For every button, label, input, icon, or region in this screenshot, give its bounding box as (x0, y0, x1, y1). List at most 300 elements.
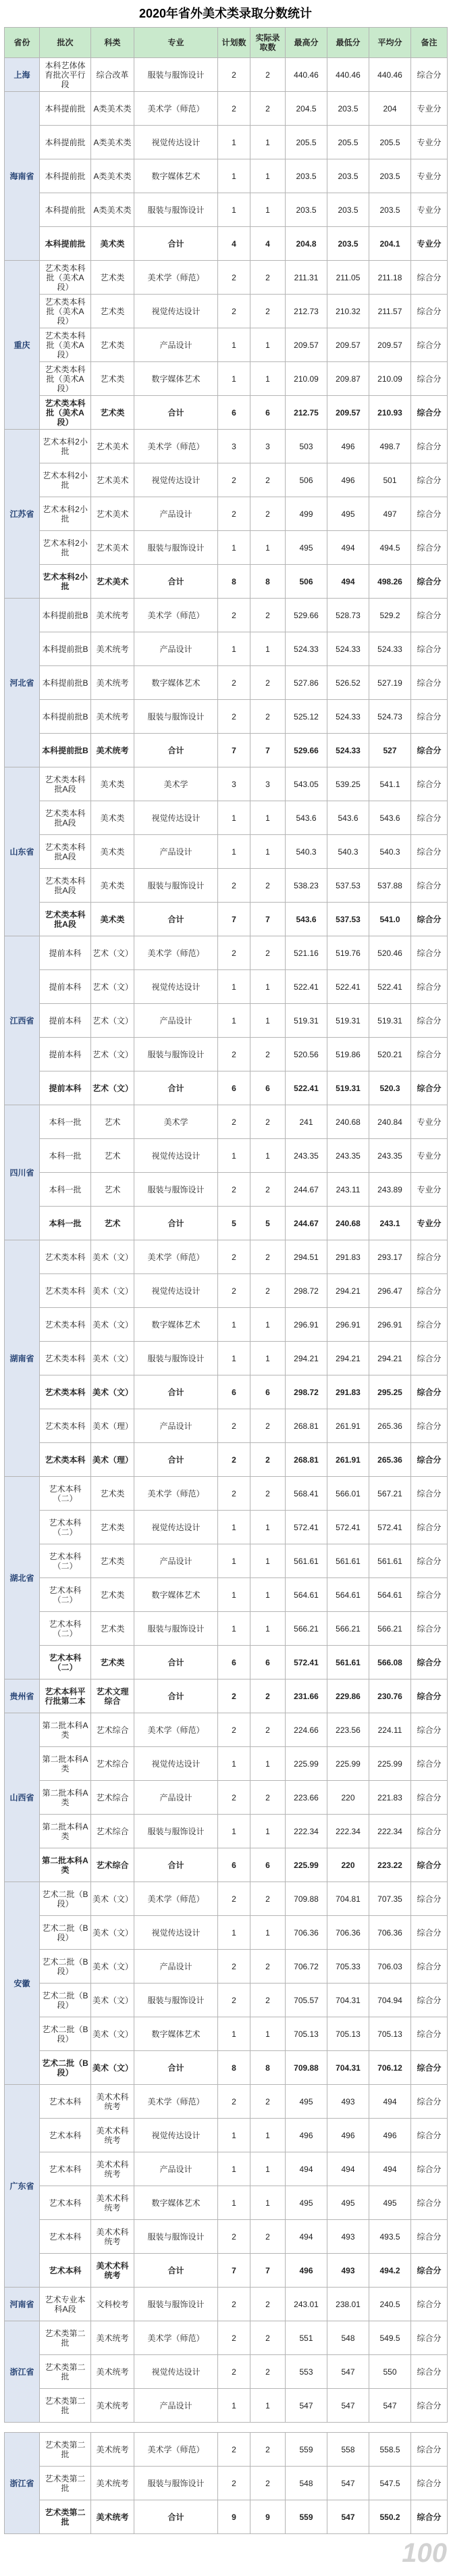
table-cell: 240.68 (327, 1105, 369, 1139)
table-cell: 综合分 (411, 396, 448, 430)
table-cell: 440.46 (327, 58, 369, 92)
table-cell: 204 (369, 92, 411, 126)
table-cell: 209.57 (327, 328, 369, 362)
table-cell: 706.12 (369, 2051, 411, 2085)
table-cell: 数字媒体艺术 (134, 2017, 218, 2051)
table-cell: 美术（理） (91, 1443, 134, 1477)
table-cell: 艺术类第二批 (40, 2389, 91, 2423)
table-row (5, 1477, 448, 1511)
table-cell: 211.57 (369, 295, 411, 328)
table-cell: 艺术美术 (91, 463, 134, 497)
table-cell: 艺术类 (91, 295, 134, 328)
table-cell: 519.31 (327, 1071, 369, 1105)
table-cell: 520.21 (369, 1038, 411, 1071)
table-cell: 美术统考 (91, 632, 134, 666)
table-row (5, 261, 448, 295)
table-cell: 6 (218, 1848, 250, 1882)
table-cell: 美术学（师范） (134, 1713, 218, 1747)
table-cell: 537.53 (327, 903, 369, 936)
table-cell: 2 (250, 295, 286, 328)
table-cell: 519.31 (286, 1004, 327, 1038)
table-cell: 2 (250, 1274, 286, 1308)
table-cell: 2 (250, 1781, 286, 1815)
table-cell: 238.01 (327, 2288, 369, 2321)
table-cell: 6 (218, 1375, 250, 1409)
table-gap-cell (5, 2423, 448, 2433)
table-cell: 合计 (134, 1375, 218, 1409)
table-cell: 美术学 (134, 1105, 218, 1139)
table-cell: 519.76 (327, 936, 369, 970)
table-cell: 528.73 (327, 599, 369, 632)
table-cell: 服装与服饰设计 (134, 1342, 218, 1375)
table-cell: 艺术本科2小批 (40, 497, 91, 531)
table-row (5, 1342, 448, 1375)
table-cell: 495 (369, 2186, 411, 2220)
table-cell: 产品设计 (134, 1781, 218, 1815)
table-cell: 2 (218, 700, 250, 734)
table-cell: 艺术美术 (91, 430, 134, 463)
table-cell: 527.19 (369, 666, 411, 700)
table-cell: 2 (218, 1443, 250, 1477)
table-cell: 559 (286, 2433, 327, 2467)
table-row (5, 700, 448, 734)
table-cell: 合计 (134, 1848, 218, 1882)
table-cell: 6 (250, 1071, 286, 1105)
table-cell: 572.41 (369, 1511, 411, 1544)
table-cell: 1 (218, 801, 250, 835)
table-cell: 541.0 (369, 903, 411, 936)
table-cell: 291.83 (327, 1240, 369, 1274)
table-cell: 艺术类 (91, 1646, 134, 1680)
table-cell: 艺术本科（二） (40, 1612, 91, 1646)
table-cell: 本科提前批B (40, 599, 91, 632)
table-cell: 美术（文） (91, 2017, 134, 2051)
province-cell: 安徽 (5, 1882, 40, 2085)
table-cell: 本科提前批B (40, 632, 91, 666)
table-cell: 综合分 (411, 328, 448, 362)
table-cell: 2 (218, 2085, 250, 2119)
table-row (5, 328, 448, 362)
table-cell: 211.31 (286, 261, 327, 295)
table-cell: 合计 (134, 734, 218, 767)
table-cell: 1 (250, 328, 286, 362)
table-cell: 美术统考 (91, 734, 134, 767)
table-cell: 494.2 (369, 2254, 411, 2288)
table-cell: 艺术类 (91, 1477, 134, 1511)
table-cell: 美术术科统考 (91, 2220, 134, 2254)
table-row (5, 767, 448, 801)
table-cell: 视觉传达设计 (134, 2119, 218, 2152)
table-cell: 美术学 (134, 767, 218, 801)
table-cell: 综合分 (411, 565, 448, 599)
table-cell: 572.41 (286, 1646, 327, 1680)
table-cell: 2 (250, 1038, 286, 1071)
table-cell: 6 (250, 1646, 286, 1680)
table-cell: 522.41 (286, 970, 327, 1004)
table-cell: 综合分 (411, 801, 448, 835)
table-row (5, 497, 448, 531)
table-row (5, 666, 448, 700)
table-cell: 艺术类 (91, 1578, 134, 1612)
table-cell: 205.5 (286, 126, 327, 159)
table-cell: 1 (218, 1815, 250, 1848)
table-cell: 美术术科统考 (91, 2152, 134, 2186)
table-cell: 506 (286, 463, 327, 497)
table-cell: 2 (218, 1781, 250, 1815)
table-cell: 268.81 (286, 1443, 327, 1477)
table-cell: 547 (327, 2389, 369, 2423)
table-cell: 2 (250, 2355, 286, 2389)
table-cell: 522.41 (286, 1071, 327, 1105)
table-row (5, 227, 448, 261)
table-cell: 艺术本科 (40, 2186, 91, 2220)
table-cell: 提前本科 (40, 936, 91, 970)
table-cell: 704.31 (327, 1984, 369, 2017)
table-row (5, 903, 448, 936)
table-cell: 提前本科 (40, 1071, 91, 1105)
table-cell: 496 (327, 2119, 369, 2152)
table-cell: 706.03 (369, 1950, 411, 1984)
table-cell: 综合分 (411, 734, 448, 767)
table-cell: 美术学（师范） (134, 599, 218, 632)
table-cell: 550 (369, 2355, 411, 2389)
table-cell: 493 (327, 2085, 369, 2119)
table-cell: 合计 (134, 1680, 218, 1713)
table-cell: 综合分 (411, 463, 448, 497)
table-cell: 2 (218, 2355, 250, 2389)
table-row (5, 1139, 448, 1173)
table-cell: 艺术（文） (91, 1004, 134, 1038)
table-cell: 美术统考 (91, 2467, 134, 2500)
table-cell: 537.88 (369, 869, 411, 903)
table-cell: 543.05 (286, 767, 327, 801)
table-cell: 艺术类本科批（美术A段） (40, 362, 91, 396)
table-cell: 综合分 (411, 1680, 448, 1713)
table-cell: 222.34 (369, 1815, 411, 1848)
table-cell: 568.41 (286, 1477, 327, 1511)
table-cell: 541.1 (369, 767, 411, 801)
table-cell: 548 (286, 2467, 327, 2500)
table-cell: 专业分 (411, 1173, 448, 1207)
table-cell: 2 (250, 2085, 286, 2119)
table-cell: 5 (218, 1207, 250, 1240)
table-row (5, 2433, 448, 2467)
table-cell: 服装与服饰设计 (134, 531, 218, 565)
table-cell: 2 (218, 1409, 250, 1443)
table-cell: 综合分 (411, 2220, 448, 2254)
table-cell: 6 (218, 1071, 250, 1105)
table-cell: 2 (250, 2321, 286, 2355)
table-cell: 2 (218, 1950, 250, 1984)
table-cell: 567.21 (369, 1477, 411, 1511)
table-cell: 美术（文） (91, 1984, 134, 2017)
table-cell: 6 (218, 396, 250, 430)
table-cell: 495 (286, 531, 327, 565)
table-row (5, 1815, 448, 1848)
table-cell: 494 (369, 2152, 411, 2186)
table-cell: 美术（文） (91, 1274, 134, 1308)
table-cell: 2 (218, 1240, 250, 1274)
table-cell: 525.12 (286, 700, 327, 734)
table-cell: 7 (250, 734, 286, 767)
table-cell: 294.21 (369, 1342, 411, 1375)
table-cell: 494 (327, 565, 369, 599)
table-cell: 综合分 (411, 2017, 448, 2051)
table-cell: 综合分 (411, 1511, 448, 1544)
table-cell: 视觉传达设计 (134, 1274, 218, 1308)
table-cell: 2 (250, 2433, 286, 2467)
table-cell: 艺术本科 (40, 2152, 91, 2186)
table-cell: 第二批本科A类 (40, 1781, 91, 1815)
table-cell: 2 (250, 599, 286, 632)
province-cell: 广东省 (5, 2085, 40, 2288)
table-cell: 综合分 (411, 1038, 448, 1071)
table-cell: 1 (218, 2152, 250, 2186)
table-cell: 2 (218, 92, 250, 126)
table-cell: 2 (218, 1105, 250, 1139)
table-cell: 艺术类本科批A段 (40, 801, 91, 835)
table-cell: 提前本科 (40, 970, 91, 1004)
table-cell: 美术统考 (91, 2389, 134, 2423)
table-cell: 8 (218, 2051, 250, 2085)
table-row (5, 936, 448, 970)
table-cell: 综合分 (411, 903, 448, 936)
table-cell: 519.31 (327, 1004, 369, 1038)
table-cell: 547 (327, 2467, 369, 2500)
table-cell: 566.21 (369, 1612, 411, 1646)
table-cell: 艺术类 (91, 1612, 134, 1646)
table-cell: 综合分 (411, 2051, 448, 2085)
table-cell: 564.61 (286, 1578, 327, 1612)
table-cell: 产品设计 (134, 1004, 218, 1038)
table-cell: 美术学（师范） (134, 936, 218, 970)
table-cell: 205.5 (369, 126, 411, 159)
table-cell: 7 (250, 2254, 286, 2288)
column-header: 最低分 (327, 28, 369, 58)
table-cell: 2 (218, 2321, 250, 2355)
table-cell: 艺术类本科批（美术A段） (40, 328, 91, 362)
table-cell: 1 (218, 1747, 250, 1781)
table-cell: 艺术类本科批A段 (40, 903, 91, 936)
table-cell: 705.33 (327, 1950, 369, 1984)
table-cell: 566.21 (286, 1612, 327, 1646)
table-cell: 产品设计 (134, 2389, 218, 2423)
table-cell: 1 (218, 1004, 250, 1038)
table-cell: 1 (250, 970, 286, 1004)
table-cell: 综合分 (411, 1409, 448, 1443)
table-cell: 1 (218, 328, 250, 362)
column-header: 省份 (5, 28, 40, 58)
table-cell: 艺术美术 (91, 565, 134, 599)
table-cell: 数字媒体艺术 (134, 2186, 218, 2220)
table-cell: 268.81 (286, 1409, 327, 1443)
table-cell: 综合分 (411, 1781, 448, 1815)
table-cell: 综合改革 (91, 58, 134, 92)
table-cell: 1 (250, 632, 286, 666)
table-cell: 243.35 (327, 1139, 369, 1173)
table-cell: 1 (250, 1139, 286, 1173)
table-cell: A类美术类 (91, 126, 134, 159)
table-cell: 艺术类本科 (40, 1409, 91, 1443)
table-cell: 495 (327, 497, 369, 531)
table-cell: 艺术类第二批 (40, 2500, 91, 2534)
table-cell: 4 (250, 227, 286, 261)
column-header: 批次 (40, 28, 91, 58)
table-cell: 1 (218, 2119, 250, 2152)
table-row (5, 1173, 448, 1207)
table-cell: 综合分 (411, 1342, 448, 1375)
table-cell: 艺术 (91, 1173, 134, 1207)
table-cell: 视觉传达设计 (134, 126, 218, 159)
table-cell: 本科提前批 (40, 126, 91, 159)
table-row (5, 1612, 448, 1646)
table-cell: 艺术类 (91, 328, 134, 362)
table-cell: 209.57 (369, 328, 411, 362)
table-cell: 1 (218, 2017, 250, 2051)
table-cell: 522.41 (369, 970, 411, 1004)
table-row (5, 2085, 448, 2119)
table-gap-row (5, 2423, 448, 2433)
table-cell: 8 (218, 565, 250, 599)
table-row (5, 1004, 448, 1038)
table-cell: 521.16 (286, 936, 327, 970)
table-row (5, 2051, 448, 2085)
table-row (5, 1038, 448, 1071)
table-cell: 3 (218, 430, 250, 463)
table-cell: 艺术美术 (91, 497, 134, 531)
page-title: 2020年省外美术类录取分数统计 (138, 7, 313, 20)
table-cell: 524.33 (327, 734, 369, 767)
table-cell: 440.46 (369, 58, 411, 92)
table-cell: 294.21 (286, 1342, 327, 1375)
table-cell: 3 (218, 767, 250, 801)
table-row (5, 734, 448, 767)
table-cell: 综合分 (411, 1375, 448, 1409)
table-cell: 美术学（师范） (134, 2085, 218, 2119)
table-row (5, 1409, 448, 1443)
table-cell: 224.66 (286, 1713, 327, 1747)
table-cell: 1 (250, 2186, 286, 2220)
table-cell: 综合分 (411, 2119, 448, 2152)
table-cell: 1 (250, 1747, 286, 1781)
table-cell: 综合分 (411, 362, 448, 396)
table-cell: 223.56 (327, 1713, 369, 1747)
table-cell: 529.66 (286, 599, 327, 632)
table-cell: 561.61 (327, 1544, 369, 1578)
table-cell: 209.57 (327, 396, 369, 430)
table-row (5, 1207, 448, 1240)
table-cell: 241 (286, 1105, 327, 1139)
table-cell: 艺术类 (91, 362, 134, 396)
table-cell: 296.47 (369, 1274, 411, 1308)
table-cell: 547 (327, 2355, 369, 2389)
province-cell: 浙江省 (5, 2433, 40, 2534)
table-cell: 美术学（师范） (134, 2321, 218, 2355)
table-cell: 2 (250, 1882, 286, 1916)
table-row (5, 1680, 448, 1713)
table-cell: 合计 (134, 903, 218, 936)
table-cell: 204.1 (369, 227, 411, 261)
table-row (5, 362, 448, 396)
province-cell: 湖北省 (5, 1477, 40, 1680)
province-cell: 贵州省 (5, 1680, 40, 1713)
table-cell: 503 (286, 430, 327, 463)
table-cell: 艺术本科2小批 (40, 531, 91, 565)
table-cell: 543.6 (286, 801, 327, 835)
table-cell: 综合分 (411, 835, 448, 869)
table-body (5, 58, 448, 2534)
table-cell: 1 (218, 835, 250, 869)
table-cell: 2 (218, 1680, 250, 1713)
table-cell: 综合分 (411, 2254, 448, 2288)
table-cell: 493 (327, 2254, 369, 2288)
table-cell: 本科提前批 (40, 92, 91, 126)
table-row (5, 1071, 448, 1105)
table-cell: 561.61 (286, 1544, 327, 1578)
table-cell: 496 (327, 430, 369, 463)
table-cell: 综合分 (411, 1544, 448, 1578)
table-cell: 艺术二批（B段） (40, 1950, 91, 1984)
table-cell: 564.61 (369, 1578, 411, 1612)
table-cell: 综合分 (411, 1477, 448, 1511)
table-cell: 225.99 (286, 1848, 327, 1882)
table-cell: 261.91 (327, 1443, 369, 1477)
table-cell: 1 (250, 1612, 286, 1646)
table-cell: 210.32 (327, 295, 369, 328)
table-cell: 222.34 (286, 1815, 327, 1848)
table-row (5, 126, 448, 159)
table-cell: 519.86 (327, 1038, 369, 1071)
table-cell: 6 (250, 1848, 286, 1882)
table-cell: 产品设计 (134, 1950, 218, 1984)
province-cell: 山东省 (5, 767, 40, 936)
table-cell: 494 (369, 2085, 411, 2119)
table-cell: 2 (218, 295, 250, 328)
table-cell: 566.08 (369, 1646, 411, 1680)
table-cell: 综合分 (411, 1848, 448, 1882)
table-cell: 美术（文） (91, 1308, 134, 1342)
table-cell: 6 (218, 1646, 250, 1680)
table-cell: 美术类 (91, 903, 134, 936)
table-cell: 229.86 (327, 1680, 369, 1713)
table-cell: 服装与服饰设计 (134, 193, 218, 227)
table-cell: 综合分 (411, 1815, 448, 1848)
table-row (5, 2220, 448, 2254)
table-cell: 4 (218, 227, 250, 261)
table-cell: 498.7 (369, 430, 411, 463)
table-cell: 240.68 (327, 1207, 369, 1240)
table-cell: 2 (218, 599, 250, 632)
table-cell: 298.72 (286, 1274, 327, 1308)
table-cell: 艺术综合 (91, 1781, 134, 1815)
table-cell: 美术术科统考 (91, 2254, 134, 2288)
table-row (5, 2389, 448, 2423)
table-cell: 服装与服饰设计 (134, 869, 218, 903)
table-cell: 494 (286, 2220, 327, 2254)
table-cell: 综合分 (411, 2152, 448, 2186)
table-cell: 203.5 (369, 159, 411, 193)
table-cell: 296.91 (286, 1308, 327, 1342)
table-cell: 2 (218, 869, 250, 903)
table-cell: 493 (327, 2220, 369, 2254)
table-cell: 美术学（师范） (134, 92, 218, 126)
table-cell: 合计 (134, 396, 218, 430)
table-cell: A类美术类 (91, 193, 134, 227)
table-cell: 7 (218, 2254, 250, 2288)
table-cell: 综合分 (411, 261, 448, 295)
table-cell: 2 (218, 2288, 250, 2321)
table-cell: 本科提前批B (40, 734, 91, 767)
